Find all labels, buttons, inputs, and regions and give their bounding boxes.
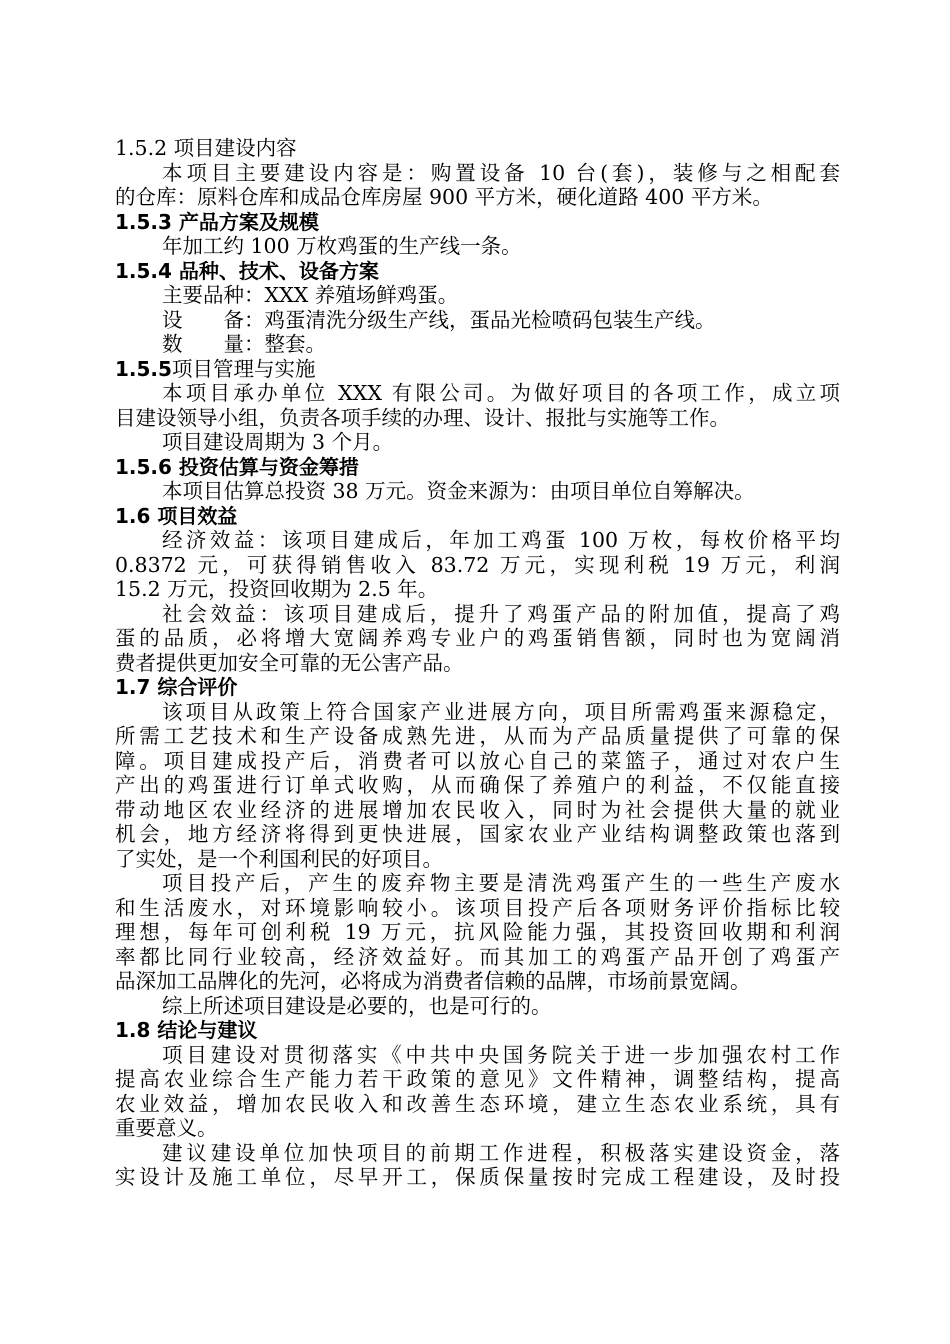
paragraph-line: 带动地区农业经济的进展增加农民收入，同时为社会提供大量的就业: [115, 797, 840, 822]
paragraph-line: 产出的鸡蛋进行订单式收购，从而确保了养殖户的利益，不仅能直接: [115, 773, 840, 797]
section-heading: 1.5.4 品种、技术、设备方案: [115, 258, 379, 283]
paragraph-line: 经济效益：该项目建成后，年加工鸡蛋 100 万枚，每枚价格平均: [162, 528, 840, 552]
paragraph-line: 设 备：鸡蛋清洗分级生产线，蛋品光检喷码包装生产线。: [162, 307, 716, 332]
paragraph-line: 主要品种：XXX 养殖场鲜鸡蛋。: [162, 283, 459, 307]
paragraph-line: 机会，地方经济将得到更快进展，国家农业产业结构调整政策也落到: [115, 822, 840, 846]
paragraph-line: 综上所述项目建设是必要的，也是可行的。: [162, 993, 552, 1018]
section-heading: 1.6 项目效益: [115, 503, 238, 528]
paragraph-line: 的仓库：原料仓库和成品仓库房屋 900 平方米，硬化道路 400 平方米。: [115, 185, 773, 209]
paragraph-line: 本项目承办单位 XXX 有限公司。为做好项目的各项工作，成立项: [162, 381, 840, 405]
paragraph-line: 实设计及施工单位，尽早开工，保质保量按时完成工程建设，及时投: [115, 1165, 840, 1189]
paragraph-line: 蛋的品质，必将增大宽阔养鸡专业户的鸡蛋销售额，同时也为宽阔消: [115, 626, 840, 650]
section-heading: 1.8 结论与建议: [115, 1018, 258, 1042]
paragraph-line: 率都比同行业较高，经济效益好。而其加工的鸡蛋产品开创了鸡蛋产: [115, 944, 840, 969]
paragraph-line: 项目投产后，产生的废弃物主要是清洗鸡蛋产生的一些生产废水: [162, 871, 840, 895]
paragraph-line: 目建设领导小组，负责各项手续的办理、设计、报批与实施等工作。: [115, 405, 730, 430]
document-page: [115, 136, 840, 1190]
section-heading: [115, 357, 840, 382]
paragraph-line: 社会效益：该项目建成后，提升了鸡蛋产品的附加值，提高了鸡: [162, 601, 840, 626]
paragraph-line: 本项目估算总投资 38 万元。资金来源为：由项目单位自筹解决。: [162, 479, 755, 503]
paragraph-line: 了实处，是一个利国利民的好项目。: [115, 846, 443, 871]
paragraph-line: 建议建设单位加快项目的前期工作进程，积极落实建设资金，落: [162, 1140, 840, 1165]
section-heading: 1.5.6 投资估算与资金筹措: [115, 454, 359, 479]
paragraph-line: 和生活废水，对环境影响较小。该项目投产后各项财务评价指标比较: [115, 895, 840, 920]
paragraph-line: 费者提供更加安全可靠的无公害产品。: [115, 650, 464, 675]
paragraph-line: 0.8372 元，可获得销售收入 83.72 万元，实现利税 19 万元，利润: [115, 552, 840, 577]
section-number: 1.5.5: [115, 356, 172, 381]
paragraph-line: 品深加工品牌化的先河，必将成为消费者信赖的品牌，市场前景宽阔。: [115, 969, 751, 993]
paragraph-line: 理想，每年可创利税 19 万元，抗风险能力强，其投资回收期和利润: [115, 920, 840, 944]
section-heading: 1.7 综合评价: [115, 675, 238, 699]
paragraph-line: 农业效益，增加农民收入和改善生态环境，建立生态农业系统，具有: [115, 1091, 840, 1116]
paragraph-line: 提高农业综合生产能力若干政策的意见》文件精神，调整结构，提高: [115, 1067, 840, 1091]
paragraph-line: 15.2 万元，投资回收期为 2.5 年。: [115, 577, 439, 601]
paragraph-line: 项目建设周期为 3 个月。: [162, 430, 394, 454]
paragraph-line: 重要意义。: [115, 1116, 218, 1140]
paragraph-line: 项目建设对贯彻落实《中共中央国务院关于进一步加强农村工作: [162, 1042, 840, 1067]
section-heading: 1.5.3 产品方案及规模: [115, 209, 319, 234]
paragraph-line: 障。项目建成投产后，消费者可以放心自己的菜篮子，通过对农户生: [115, 748, 840, 773]
paragraph-line: 数 量：整套。: [162, 332, 326, 356]
paragraph-line: 该项目从政策上符合国家产业进展方向，项目所需鸡蛋来源稳定，: [162, 699, 840, 724]
section-heading: 1.5.2 项目建设内容: [115, 136, 297, 160]
section-title: 项目管理与实施: [171, 356, 316, 381]
paragraph-line: 所需工艺技术和生产设备成熟先进，从而为产品质量提供了可靠的保: [115, 724, 840, 748]
paragraph-line: 本项目主要建设内容是：购置设备 10 台(套)，装修与之相配套: [162, 160, 840, 185]
paragraph-line: 年加工约 100 万枚鸡蛋的生产线一条。: [162, 234, 522, 258]
